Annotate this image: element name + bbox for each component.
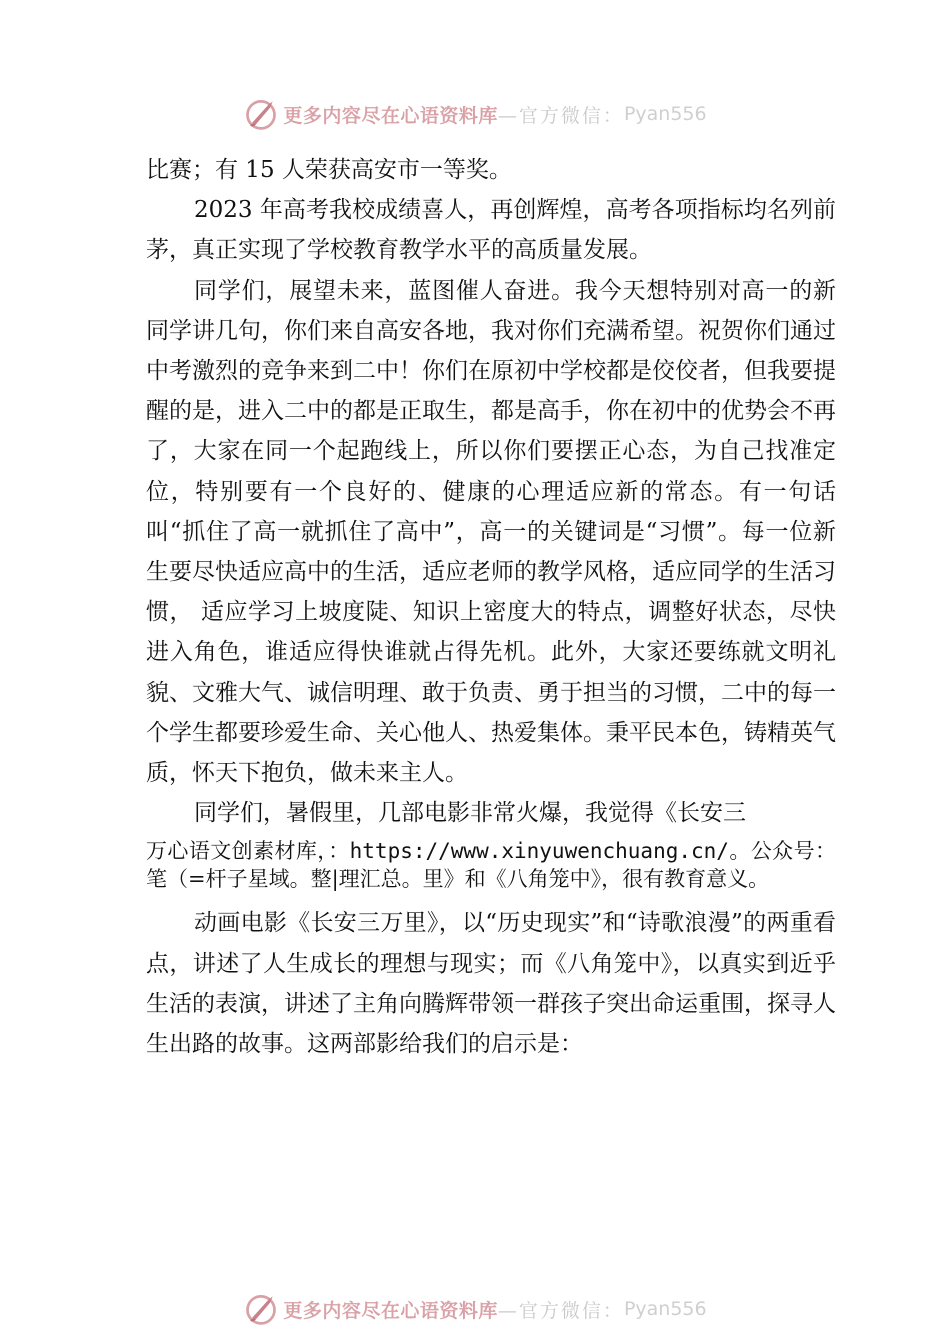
footer-wechat-id: Pyan556 <box>623 1298 707 1320</box>
footer-wechat-label: —官方微信： <box>497 1299 624 1322</box>
header-wechat-label: —官方微信： <box>497 104 624 127</box>
paragraph-4: 同学们，暑假里，几部电影非常火爆，我觉得《长安三 <box>194 800 746 827</box>
page-header-banner <box>0 94 950 134</box>
brush-logo-icon <box>243 1291 279 1327</box>
website-url: https://www.xinyuwenchuang.cn/ <box>349 839 729 864</box>
header-wechat-id: Pyan556 <box>623 103 707 125</box>
watermark-text-tail: 。公众号：笔（=杆子星域。整|理汇总。里》和《八角笼中》，很有教育意义。 <box>146 839 837 892</box>
page-footer-banner <box>0 1289 950 1329</box>
brush-logo-icon <box>243 96 279 132</box>
footer-slogan: 更多内容尽在心语资料库 <box>283 1299 498 1322</box>
header-slogan: 更多内容尽在心语资料库 <box>283 104 498 127</box>
paragraph-6: 动画电影《长安三万里》，以“历史现实”和“诗歌浪漫”的两重看点，讲述了人生成长的理想与现实；而《八角笼中》，以真实到近乎生活的表演，讲述了主角向腾辉带领一群孩子突出命运重围，探寻人生出路的故事。这两部影给我们的启示是： <box>146 910 836 1058</box>
paragraph-5 <box>146 837 836 893</box>
paragraph-2: 2023 年高考我校成绩喜人，再创辉煌，高考各项指标均名列前茅，真正实现了学校教育教学水平的高质量发展。 <box>146 197 836 264</box>
document-body <box>146 150 836 1064</box>
watermark-text-lead: 万心语文创素材库，： <box>146 839 350 864</box>
paragraph-1: 比赛；有 15 人荣获高安市一等奖。 <box>146 157 512 183</box>
paragraph-3: 同学们，展望未来，蓝图催人奋进。我今天想特别对高一的新同学讲几句，你们来自高安各地，我对你们充满希望。祝贺你们通过中考激烈的竞争来到二中！你们在原初中学校都是佼佼者，但我要提醒的是，进入二中的都是正取生，都是高手，你在初中的优势会不再了，大家在同一个起跑线上，所以你们要摆正心态，为自己找准定位，特别要有一个良好的、健康的心理适应新的常态。有一句话叫“抓住了高一就抓住了高中”，高一的关键词是“习惯”。每一位新生要尽快适应高中的生活，适应老师的教学风格，适应同学的生活习惯， 适应学习上坡度陡、知识上密度大的特点，调整好状态，尽快进入角色，谁适应得快谁就占得先机。此外，大家还要练就文明礼貌、文雅大气、诚信明理、敢于负责、勇于担当的习惯，二中的每一个学生都要珍爱生命、关心他人、热爱集体。秉平民本色，铸精英气质，怀天下抱负，做未来主人。 <box>146 277 836 787</box>
